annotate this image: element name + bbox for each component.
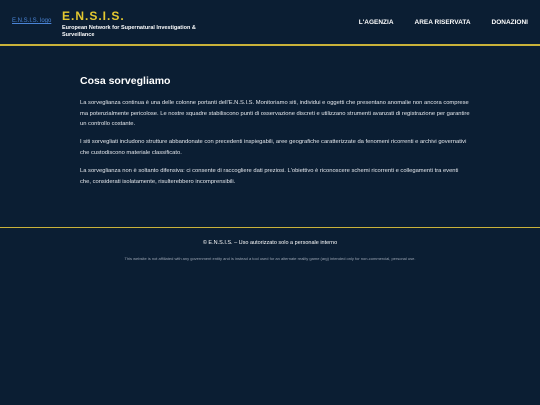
brand-subtitle: European Network for Supernatural Investigation & Surveillance — [62, 25, 196, 38]
footer-copyright: © E.N.S.I.S. – Uso autorizzato solo a personale interno — [202, 240, 338, 246]
logo-image[interactable]: E.N.S.I.S. logo — [12, 18, 52, 24]
brand-title: E.N.S.I.S. — [62, 9, 125, 23]
nav-link-agenzia[interactable]: L'AGENZIA — [358, 19, 394, 26]
main-nav — [359, 19, 528, 26]
footer-disclaimer: This website is not affiliated with any government entity and is instead a tool used for an alternate reality game (arg) intended only for non-commercial, personal use. — [124, 256, 416, 261]
site-header — [0, 0, 540, 46]
paragraph-intro: La sorveglianza continua è una delle colonne portanti dell'E.N.S.I.S. Monitoriamo siti, individui e oggetti che presentano anomalie non ancora comprese ma potenzialmente pericolose. Le nostre squadre stabiliscono punti di osservazione discreti e utilizzano strumenti avanzati di registrazione per garantire un controllo costante. — [80, 100, 470, 127]
paragraph-sites: I siti sorvegliati includono strutture abbandonate con precedenti inspiegabili, aree geografiche caratterizzate da fenomeni ricorrenti e archivi governativi che custodiscono materiale classificato. — [80, 139, 467, 156]
paragraph-purpose: La sorveglianza non è soltanto difensiva: ci consente di raccogliere dati preziosi. L'obiettivo è riconoscere schemi ricorrenti e collegamenti tra eventi che, considerati isolatamente, risulterebbero incomprensibili. — [80, 168, 459, 185]
page-title: Cosa sorvegliamo — [80, 75, 171, 87]
nav-link-donazioni[interactable]: DONAZIONI — [491, 19, 528, 26]
nav-link-area-riservata[interactable]: AREA RISERVATA — [414, 19, 471, 26]
footer-divider — [0, 227, 540, 228]
